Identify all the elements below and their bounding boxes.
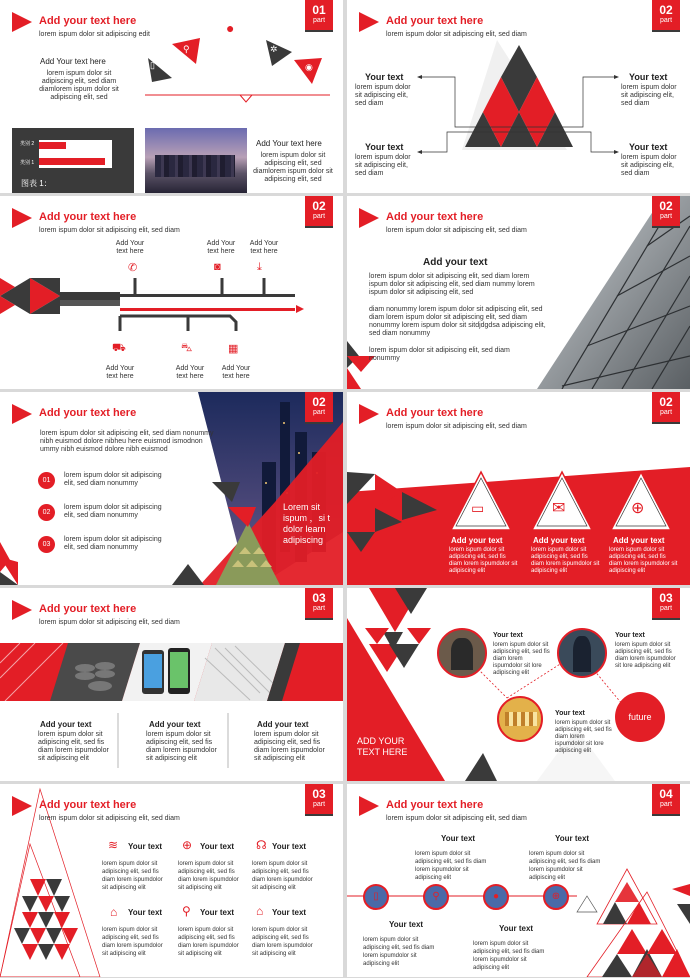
city-skyline: [155, 155, 235, 177]
block-heading: Your text: [365, 72, 404, 82]
item-body: lorem ispum dolor sit adipiscing elit, sed fis diam lorem ispumdolor sit lore adipiscing elit: [615, 642, 676, 669]
part-word: part: [312, 409, 326, 416]
top-body: lorem ispum dolor sit adipiscing elit, sed fis diam lorem ispumdolor sit adipiscing elit: [415, 851, 487, 881]
city-photo: [145, 128, 247, 193]
column-body: lorem ispum dolor sit adipiscing elit, sed fis diam lorem ispumdolor sit adipiscing elit: [146, 731, 217, 762]
card-body: lorem ispum dolor sit adipiscing elit, sed fis diam lorem ispumdolor sit adipiscing elit: [531, 547, 600, 574]
part-badge: [305, 784, 333, 814]
item-heading: Your text: [555, 710, 585, 717]
photo-circle: [557, 628, 607, 678]
column-body: lorem ispum dolor sit adipiscing elit, sed fis diam lorem ispumdolor sit adipiscing elit: [38, 731, 109, 762]
slide-title: Add your text here: [39, 407, 137, 419]
city-collage: [0, 392, 343, 585]
intro-text: lorem ispum dolor sit adipiscing elit, sed diam nonummy nibh euismod dolore nibheu here euismod ismodnon ummy nibh euismod dolore nibh euismod: [40, 430, 214, 453]
books-figure: [505, 712, 537, 726]
slide-subtitle: lorem ispum dolor sit adipiscing edit: [39, 31, 150, 38]
user-icon: ●: [226, 20, 235, 36]
gear-icon: ✲: [270, 44, 278, 54]
photo-circle: [437, 628, 487, 678]
cell-body: lorem ispum dolor sit adipiscing elit, sed fis diam lorem ispumdolor sit adipiscing elit: [252, 927, 313, 957]
part-number: 02: [659, 395, 673, 409]
slide-subtitle: lorem ispum dolor sit adipiscing elit, sed diam: [386, 423, 527, 430]
block-body: lorem ispum dolor sit adipiscing elit, sed diam: [355, 154, 411, 177]
part-number: 03: [312, 787, 326, 801]
truck-icon: ⛍: [181, 342, 193, 354]
slide-10[interactable]: [347, 784, 690, 977]
bottom-body: lorem ispum dolor sit adipiscing elit, sed fis diam lorem ispumdolor sit adipiscing elit: [363, 937, 435, 967]
section-body: lorem ispum dolor sit adipiscing elit, sed diam diamlorem ispum dolor sit adipiscing elit, sed: [39, 70, 119, 101]
paragraph-3: lorem ispum dolor sit adipiscing elit, sed diam nonummy: [369, 347, 510, 362]
slide-subtitle: lorem ispum dolor sit adipiscing elit, sed diam: [386, 815, 527, 822]
slide-title: Add your text here: [386, 211, 484, 223]
bar-label: 类别 2: [20, 141, 35, 147]
number-badge: 01: [38, 472, 55, 489]
wifi-icon: ≋: [108, 838, 119, 852]
speaker-icon: ◉: [305, 62, 313, 72]
bottom-label: Add Your text here: [221, 365, 251, 380]
divider-arrow: [240, 95, 252, 102]
bar-1: [39, 158, 105, 165]
part-word: part: [312, 213, 326, 220]
part-word: part: [312, 605, 326, 612]
card-body: lorem ispum dolor sit adipiscing elit, sed fis diam lorem ispumdolor sit adipiscing elit: [609, 547, 678, 574]
slide-subtitle: lorem ispum dolor sit adipiscing elit, sed diam: [386, 31, 527, 38]
column-heading: Add your text: [149, 720, 201, 729]
top-heading: Your text: [555, 834, 590, 843]
slide-subtitle: lorem ispum dolor sit adipiscing elit, sed diam: [39, 619, 180, 626]
microphone-icon: ⚲: [183, 44, 190, 54]
card-heading: Add your text: [613, 536, 665, 545]
globe-icon[interactable]: ⊕: [543, 884, 569, 910]
person-figure: [451, 638, 473, 670]
slide-subtitle: lorem ispum dolor sit adipiscing elit, sed diam: [39, 815, 180, 822]
header-triangle-icon: [359, 796, 379, 816]
part-word: part: [659, 605, 673, 612]
bottom-heading: Your text: [499, 924, 534, 933]
laptop-icon: ▭: [471, 500, 485, 516]
card-body: lorem ispum dolor sit adipiscing elit, sed fis diam lorem ispumdolor sit adipiscing elit: [449, 547, 518, 574]
bar-chart-panel: [12, 128, 134, 193]
cell-heading: Your text: [128, 842, 163, 851]
tablet-icon[interactable]: ▯: [363, 884, 389, 910]
part-word: part: [659, 409, 673, 416]
part-badge: [652, 196, 680, 226]
card-heading: Add your text: [451, 536, 503, 545]
part-word: part: [312, 17, 326, 24]
list-item: lorem ispum dolor sit adipiscing elit, sed diam nonummy: [64, 504, 162, 519]
top-label: Add Your text here: [115, 240, 145, 255]
part-number: 02: [312, 395, 326, 409]
cell-heading: Your text: [128, 908, 163, 917]
top-label: Add Your text here: [249, 240, 279, 255]
calendar-icon: ▦: [228, 343, 239, 355]
slide-title: Add your text here: [39, 211, 137, 223]
timeline-diagram: [0, 196, 343, 389]
item-heading: Your text: [493, 632, 523, 639]
block-body: lorem ispum dolor sit adipiscing elit, sed diam: [355, 84, 411, 107]
item-heading: Your text: [615, 632, 645, 639]
microphone-icon[interactable]: ⚲: [423, 884, 449, 910]
cell-body: lorem ispum dolor sit adipiscing elit, sed fis diam lorem ispumdolor sit adipiscing elit: [178, 861, 239, 891]
paragraph-2: diam nonummy lorem ispum dolor sit adipiscing elit, sed diam lorem ispum dolor sit adipiscing elit, sed diam nonummy lorem ispum dolor sit sitdjdgdsa adipiscing elit, sed diam nonummy: [369, 306, 546, 337]
part-badge: [652, 784, 680, 814]
bottom-heading: Your text: [389, 920, 424, 929]
cell-heading: Your text: [272, 842, 307, 851]
content-heading: Add your text: [423, 257, 488, 268]
part-badge: [305, 392, 333, 422]
header-triangle-icon: [12, 796, 32, 816]
part-word: part: [659, 17, 673, 24]
slide-title: Add your text here: [39, 603, 137, 615]
cell-heading: Your text: [200, 908, 235, 917]
item-body: lorem ispum dolor sit adipiscing elit, sed fis diam lorem ispumdolor sit lore adipiscing elit: [555, 720, 612, 754]
bottom-body: lorem ispum dolor sit adipiscing elit, sed fis diam lorem ispumdolor sit adipiscing elit: [473, 941, 545, 971]
bar-label: 类别 1: [20, 160, 35, 166]
photo-circle: [497, 696, 543, 742]
cell-heading: Your text: [200, 842, 235, 851]
mail-icon: ✉: [552, 500, 566, 517]
part-number: 03: [312, 591, 326, 605]
cell-body: lorem ispum dolor sit adipiscing elit, sed fis diam lorem ispumdolor sit adipiscing elit: [252, 861, 313, 891]
slide-title: Add your text here: [386, 15, 484, 27]
cta-text: ADD YOUR TEXT HERE: [357, 736, 408, 757]
globe-icon: ⊕: [631, 500, 645, 517]
slide-8[interactable]: [347, 588, 690, 781]
slide-3[interactable]: [0, 196, 343, 389]
part-number: 03: [659, 591, 673, 605]
block-body: lorem ispum dolor sit adipiscing elit, sed diam: [621, 84, 677, 107]
part-badge: [652, 588, 680, 618]
cell-body: lorem ispum dolor sit adipiscing elit, sed fis diam lorem ispumdolor sit adipiscing elit: [102, 927, 163, 957]
slide-2[interactable]: [347, 0, 690, 193]
top-label: Add Your text here: [206, 240, 236, 255]
download-icon: ⤓: [257, 261, 262, 273]
item-body: lorem ispum dolor sit adipiscing elit, sed fis diam lorem ispumdolor sit lore adipiscing elit: [493, 642, 550, 676]
home-icon: ⌂: [256, 904, 264, 918]
globe-icon: ⊕: [182, 838, 193, 852]
slide-subtitle: lorem ispum dolor sit adipiscing elit, sed diam: [39, 227, 180, 234]
slide-4[interactable]: [347, 196, 690, 389]
overlay-text: Lorem sit ispum ，si t dolor learn adipiscing: [283, 502, 331, 545]
slide-title: Add your text here: [386, 799, 484, 811]
future-circle[interactable]: future: [615, 692, 665, 742]
block-heading: Your text: [629, 72, 668, 82]
slide-1[interactable]: [0, 0, 343, 193]
bottom-label: Add Your text here: [175, 365, 205, 380]
top-heading: Your text: [441, 834, 476, 843]
part-number: 01: [312, 3, 326, 17]
top-body: lorem ispum dolor sit adipiscing elit, sed fis diam lorem ispumdolor sit adipiscing elit: [529, 851, 601, 881]
headset-icon: ☊: [256, 838, 267, 852]
part-number: 04: [659, 787, 673, 801]
cell-body: lorem ispum dolor sit adipiscing elit, sed fis diam lorem ispumdolor sit adipiscing elit: [102, 861, 163, 891]
search-icon: ⚲: [182, 904, 191, 918]
bottom-label: Add Your text here: [105, 365, 135, 380]
part-word: part: [312, 801, 326, 808]
list-item: lorem ispum dolor sit adipiscing elit, sed diam nonummy: [64, 472, 162, 487]
slide-7[interactable]: [0, 588, 343, 781]
section-heading: Add Your text here: [40, 57, 106, 66]
cell-body: lorem ispum dolor sit adipiscing elit, sed fis diam lorem ispumdolor sit adipiscing elit: [178, 927, 239, 957]
slide-title: Add your text here: [39, 799, 137, 811]
part-number: 02: [659, 3, 673, 17]
cell-heading: Your text: [272, 908, 307, 917]
user-icon[interactable]: ●: [483, 884, 509, 910]
mouse-icon: ⌂: [110, 905, 118, 919]
phone-icon: ▯: [150, 60, 155, 70]
camera-icon: ◙: [214, 261, 221, 273]
slide-title: Add your text here: [386, 407, 484, 419]
chart-plot: [39, 140, 112, 168]
right-heading: Add Your text here: [256, 139, 322, 148]
card-heading: Add your text: [533, 536, 585, 545]
column-heading: Add your text: [40, 720, 92, 729]
number-badge: 02: [38, 504, 55, 521]
list-item: lorem ispum dolor sit adipiscing elit, sed diam nonummy: [64, 536, 162, 551]
slide-6[interactable]: [347, 392, 690, 585]
slide-5[interactable]: [0, 392, 343, 585]
chart-caption: 图表 1：: [21, 179, 52, 188]
phone-icon: ✆: [128, 262, 138, 274]
column-heading: Add your text: [257, 720, 309, 729]
cart-icon: ⛟: [112, 342, 126, 354]
slide-title: Add your text here: [39, 15, 137, 27]
number-badge: 03: [38, 536, 55, 553]
right-body: lorem ispum dolor sit adipiscing elit, sed diamlorem ispum dolor sit adipiscing elit, sed: [253, 152, 333, 183]
slide-9[interactable]: [0, 784, 343, 977]
block-body: lorem ispum dolor sit adipiscing elit, sed diam: [621, 154, 677, 177]
slide-subtitle: lorem ispum dolor sit adipiscing elit, sed diam: [386, 227, 527, 234]
part-word: part: [659, 801, 673, 808]
part-number: 02: [659, 199, 673, 213]
person-figure: [573, 636, 591, 672]
block-heading: Your text: [365, 142, 404, 152]
block-heading: Your text: [629, 142, 668, 152]
part-word: part: [659, 213, 673, 220]
column-body: lorem ispum dolor sit adipiscing elit, sed fis diam lorem ispumdolor sit adipiscing elit: [254, 731, 325, 762]
bar-2: [39, 142, 66, 149]
part-number: 02: [312, 199, 326, 213]
paragraph-1: lorem ispum dolor sit adipiscing elit, sed diam lorem ispum dolor sit adipiscing elit, sed diam nummy lorem ispum dolor sit adipiscing elit, sed: [369, 273, 535, 296]
